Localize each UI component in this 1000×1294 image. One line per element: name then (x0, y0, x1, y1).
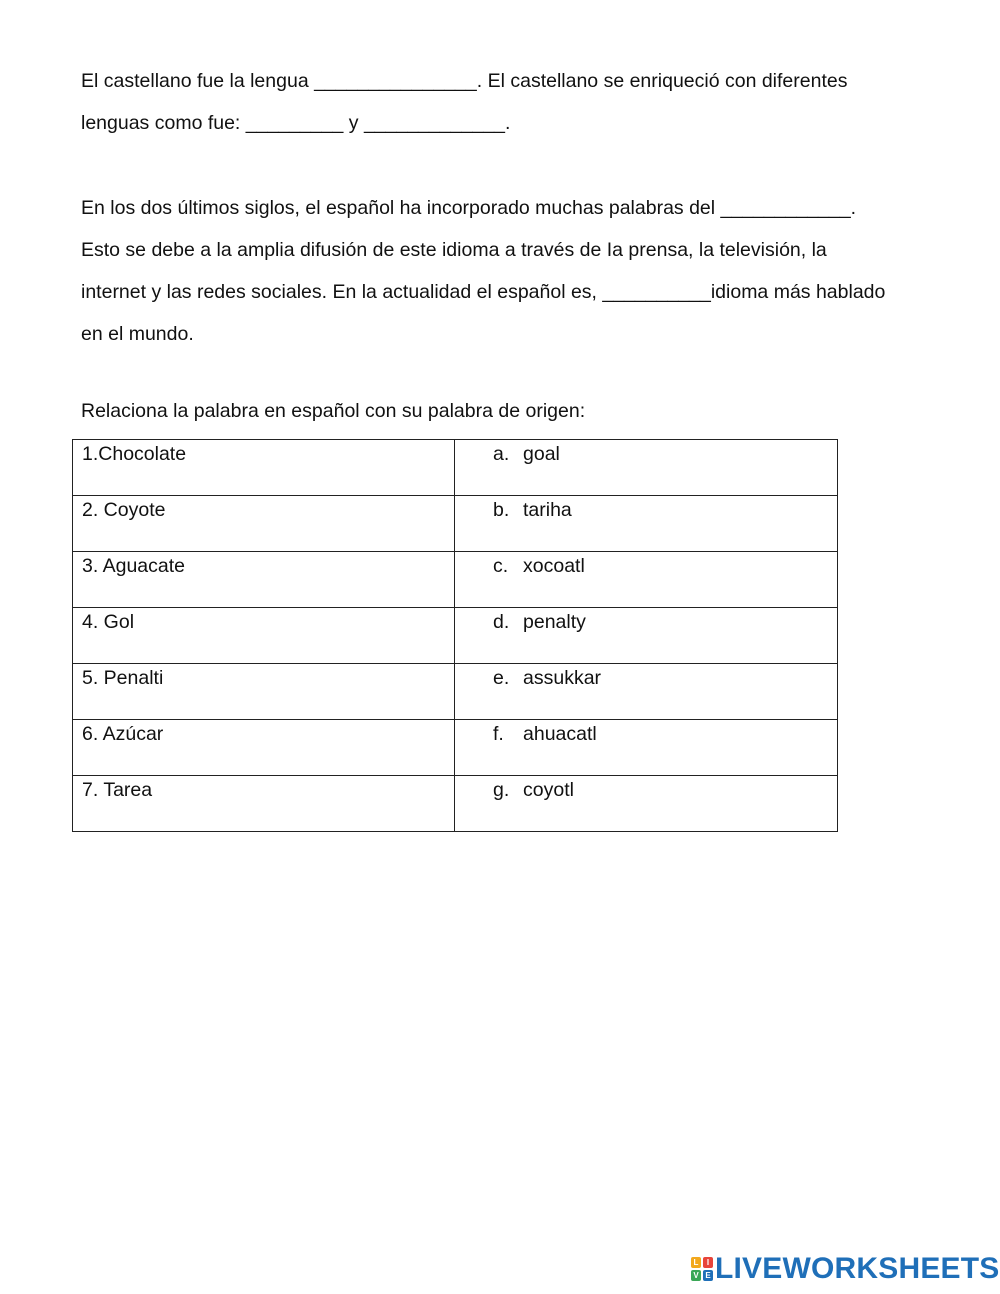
option-letter: f. (493, 723, 504, 745)
origin-word-cell (455, 776, 838, 832)
paragraph-espanol (81, 187, 951, 355)
origin-word: tariha (523, 499, 572, 521)
text-line: En los dos últimos siglos, el español ha incorporado muchas palabras del ____________. (81, 197, 857, 219)
table-row (73, 552, 838, 608)
table-row (73, 720, 838, 776)
text-line: en el mundo. (81, 323, 194, 345)
paragraph-castellano (81, 60, 951, 144)
spanish-word-cell: 1.Chocolate (73, 440, 455, 496)
logo-text: LIVEWORKSHEETS (715, 1252, 1000, 1285)
logo-mark-square: V (691, 1270, 701, 1281)
origin-word-cell (455, 664, 838, 720)
option-letter: c. (493, 555, 509, 577)
option-letter: g. (493, 779, 510, 801)
liveworksheets-logo (691, 1251, 1000, 1287)
table-row (73, 440, 838, 496)
origin-word: coyotl (523, 779, 574, 801)
spanish-word-cell: 7. Tarea (73, 776, 455, 832)
spanish-word-cell: 6. Azúcar (73, 720, 455, 776)
spanish-word-cell: 5. Penalti (73, 664, 455, 720)
origin-word-cell (455, 720, 838, 776)
option-letter: d. (493, 611, 510, 633)
table-row (73, 664, 838, 720)
text-line: internet y las redes sociales. En la actualidad el español es, __________idioma más hablado (81, 281, 886, 303)
text-line: lenguas como fue: _________ y _____________. (81, 112, 511, 134)
origin-word-cell (455, 496, 838, 552)
logo-mark-icon (691, 1257, 713, 1281)
origin-word-cell (455, 552, 838, 608)
table-row (73, 496, 838, 552)
origin-word: assukkar (523, 667, 602, 689)
origin-word: ahuacatl (523, 723, 597, 745)
text-line: Esto se debe a la amplia difusión de este idioma a través de Ia prensa, la televisión, la (81, 239, 827, 261)
spanish-word-cell: 2. Coyote (73, 496, 455, 552)
matching-instruction: Relaciona la palabra en español con su palabra de origen: (81, 400, 586, 422)
table-row (73, 608, 838, 664)
origin-word-cell (455, 608, 838, 664)
logo-mark-square: E (703, 1270, 713, 1281)
table-row (73, 776, 838, 832)
origin-word: penalty (523, 611, 586, 633)
logo-mark-square: I (703, 1257, 713, 1268)
origin-word: xocoatl (523, 555, 585, 577)
logo-mark-square: L (691, 1257, 701, 1268)
matching-table (72, 439, 838, 832)
option-letter: a. (493, 443, 510, 465)
spanish-word-cell: 4. Gol (73, 608, 455, 664)
text-line: El castellano fue la lengua _______________. El castellano se enriqueció con diferentes (81, 70, 848, 92)
origin-word-cell (455, 440, 838, 496)
option-letter: b. (493, 499, 510, 521)
spanish-word-cell: 3. Aguacate (73, 552, 455, 608)
option-letter: e. (493, 667, 510, 689)
origin-word: goal (523, 443, 560, 465)
